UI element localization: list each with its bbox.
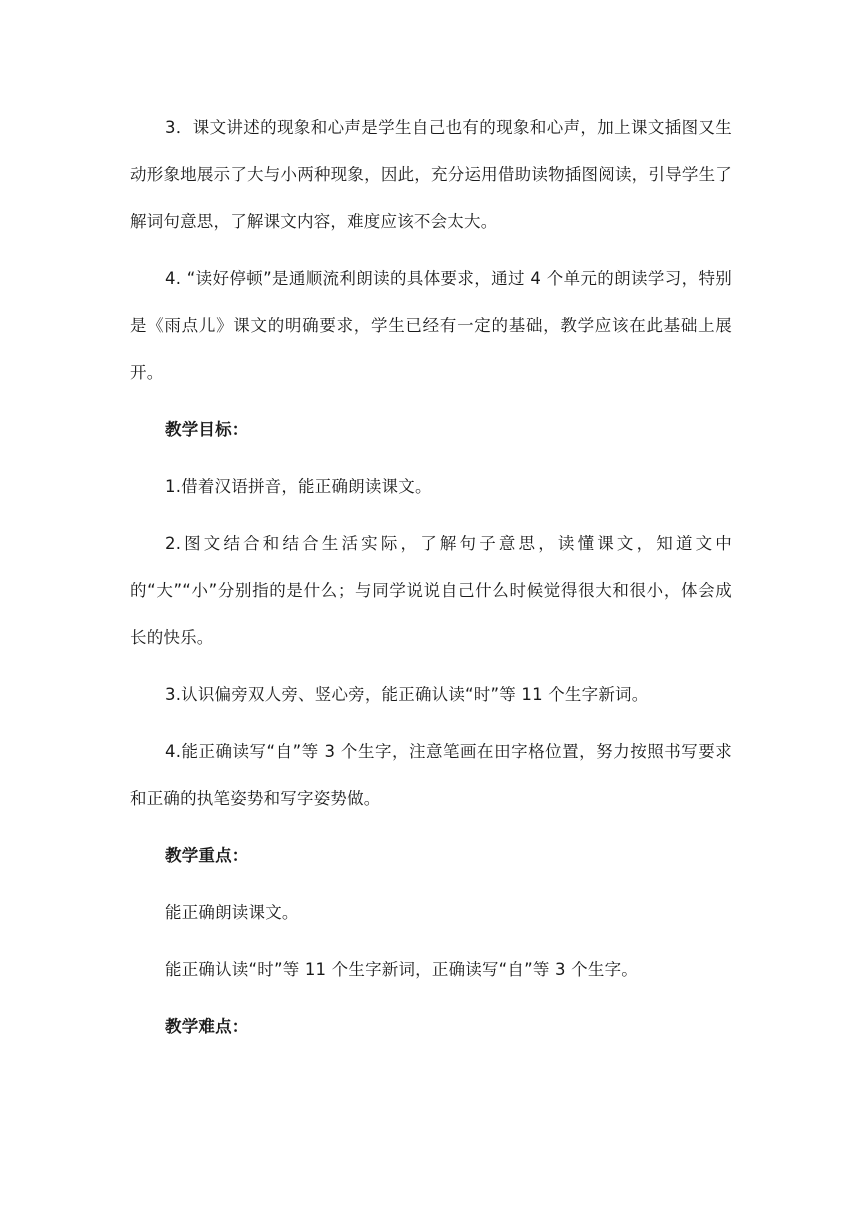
heading-teaching-difficulty: 教学难点： bbox=[165, 1017, 249, 1036]
objective-3: 3.认识偏旁双人旁、竖心旁，能正确认读“时”等 11 个生字新词。 bbox=[165, 685, 649, 704]
document-body bbox=[130, 104, 732, 1050]
paragraph-analysis-4: 4. “读好停顿”是通顺流利朗读的具体要求，通过 4 个单元的朗读学习，特别是《雨点儿》课文的明确要求，学生已经有一定的基础，教学应该在此基础上展开。 bbox=[130, 269, 732, 382]
heading-teaching-focus: 教学重点： bbox=[165, 846, 249, 865]
heading-teaching-objectives: 教学目标： bbox=[165, 420, 249, 439]
objective-1: 1.借着汉语拼音，能正确朗读课文。 bbox=[165, 477, 432, 496]
objective-2: 2.图文结合和结合生活实际，了解句子意思，读懂课文，知道文中的“大”“小”分别指的是什么；与同学说说自己什么时候觉得很大和很小，体会成长的快乐。 bbox=[130, 534, 732, 647]
focus-item-2: 能正确认读“时”等 11 个生字新词，正确读写“自”等 3 个生字。 bbox=[165, 960, 638, 979]
paragraph-analysis-3: 3．课文讲述的现象和心声是学生自己也有的现象和心声，加上课文插图又生动形象地展示了大与小两种现象，因此，充分运用借助读物插图阅读，引导学生了解词句意思，了解课文内容，难度应该不会太大。 bbox=[130, 118, 732, 231]
objective-4: 4.能正确读写“自”等 3 个生字，注意笔画在田字格位置，努力按照书写要求和正确的执笔姿势和写字姿势做。 bbox=[130, 742, 732, 808]
focus-item-1: 能正确朗读课文。 bbox=[165, 903, 299, 922]
